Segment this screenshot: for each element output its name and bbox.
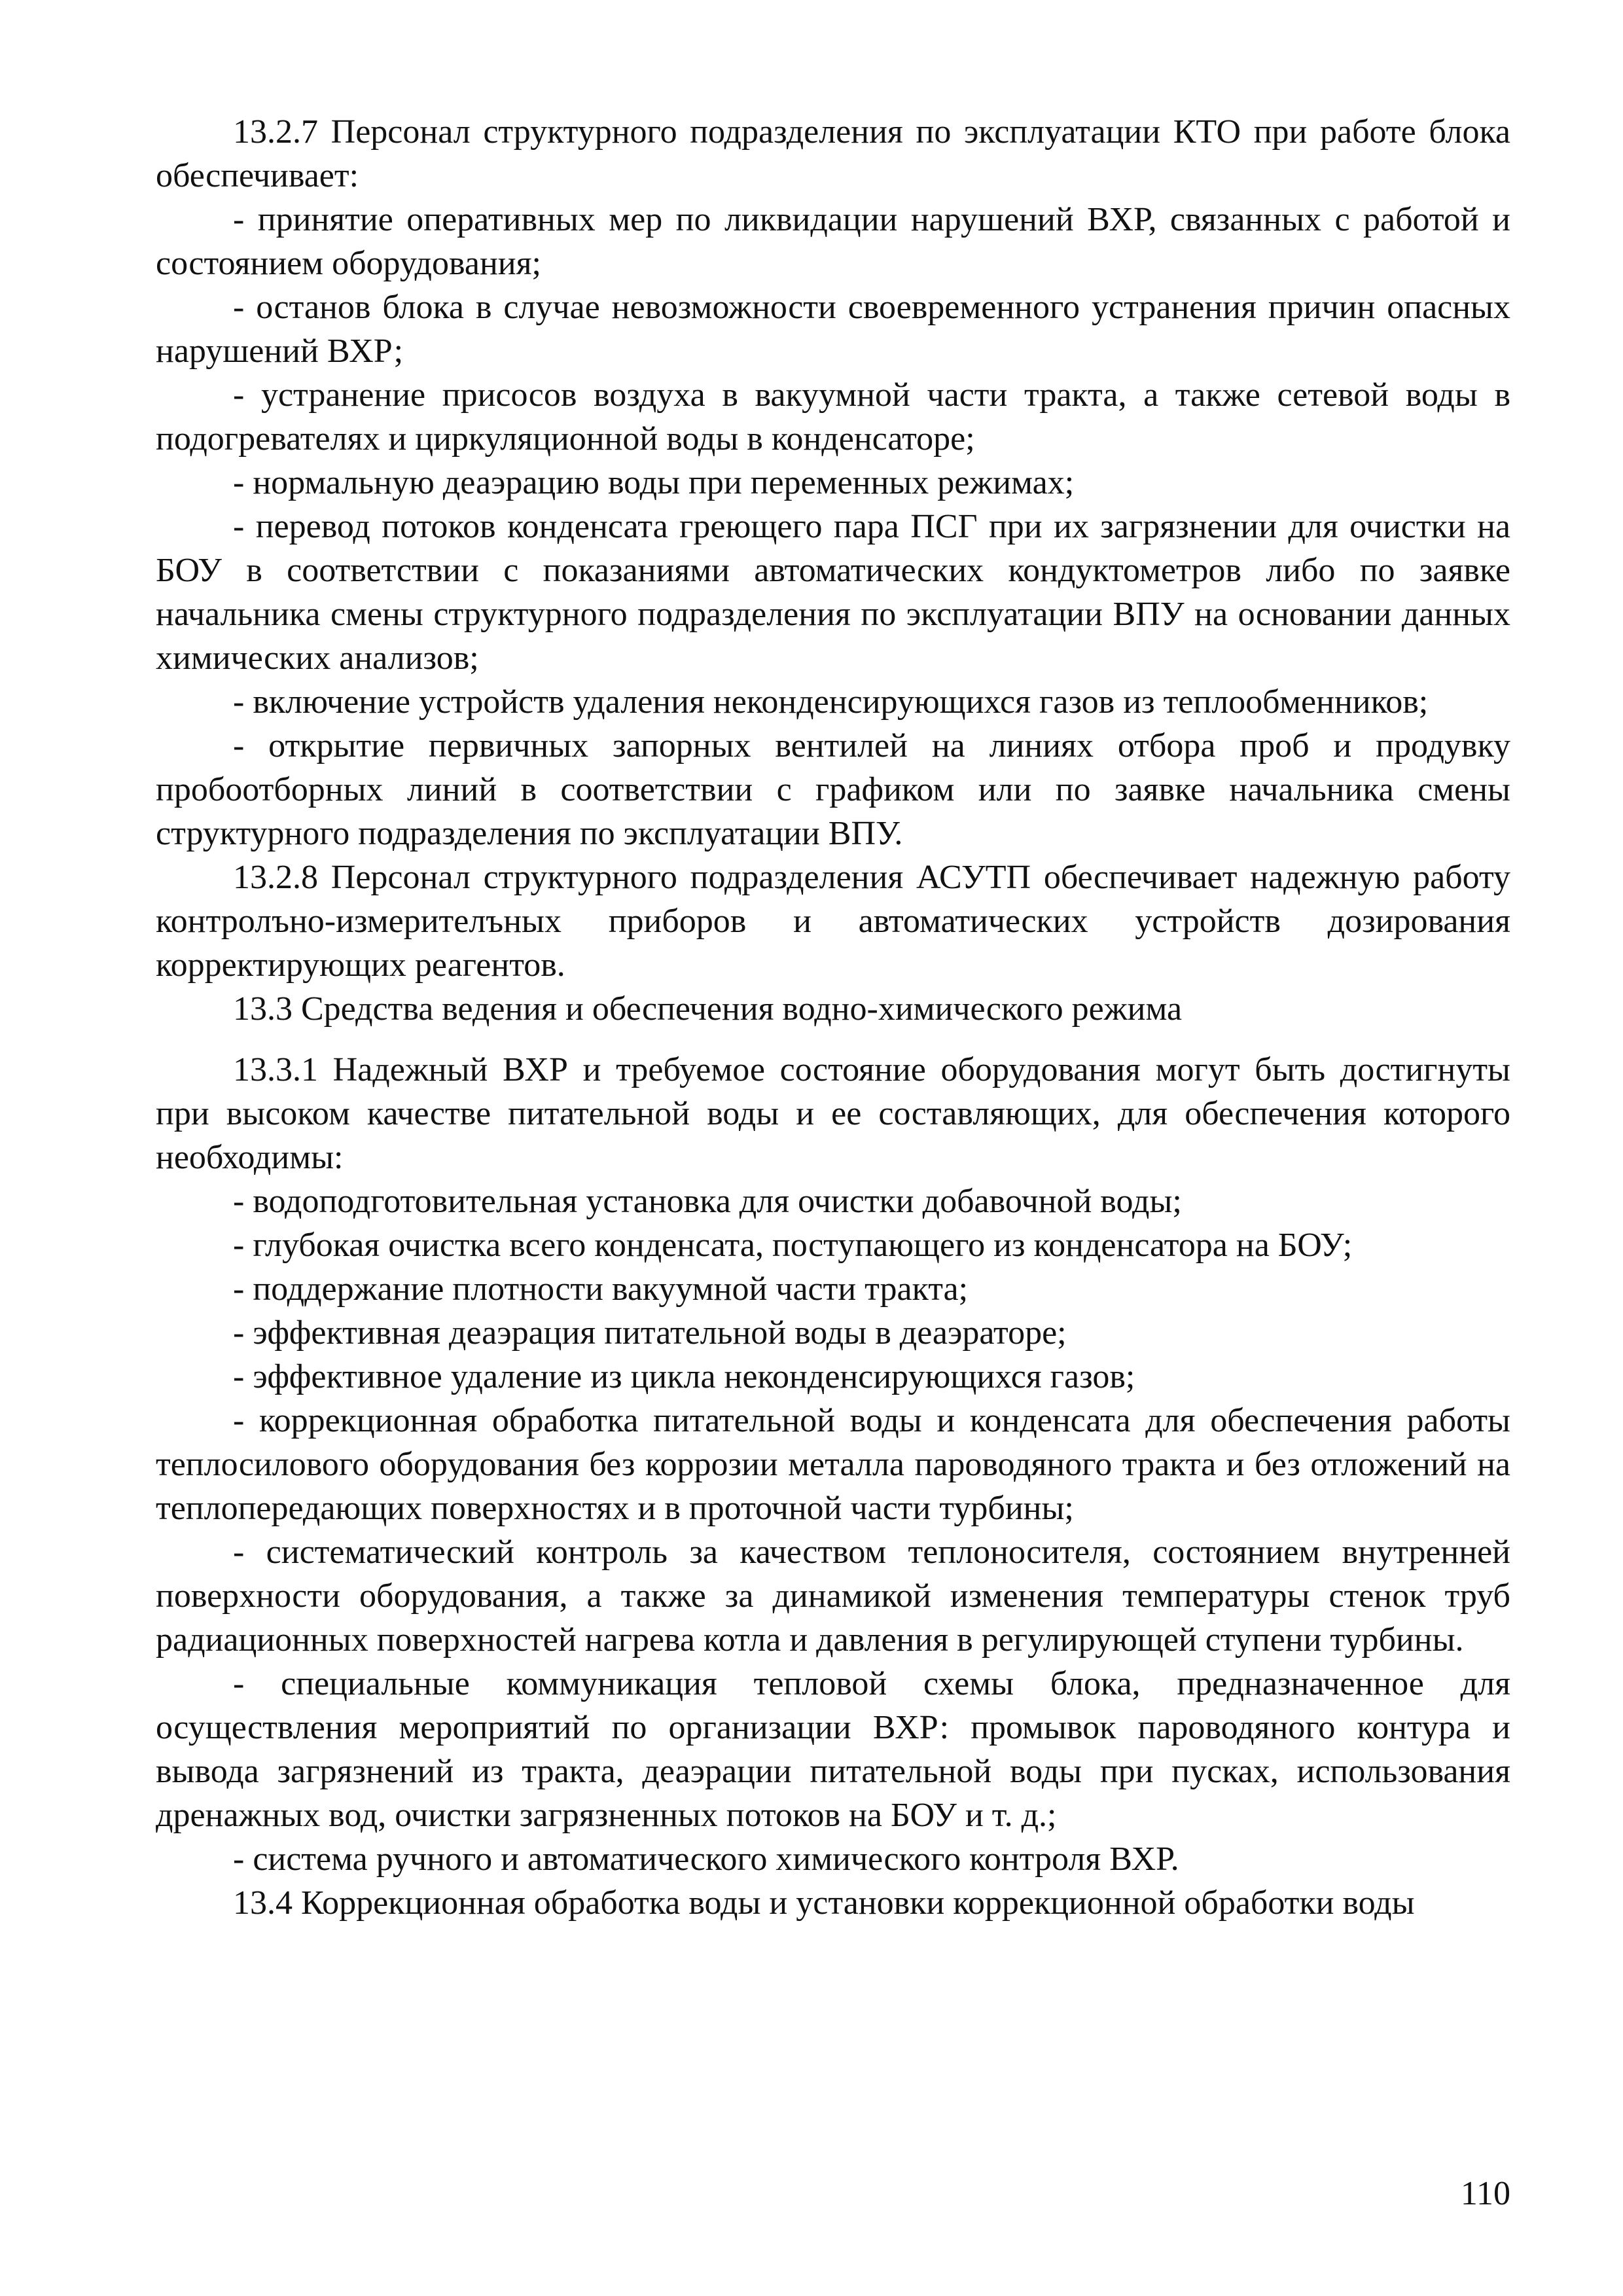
paragraph-13-3-1: 13.3.1 Надежный ВХР и требуемое состояние оборудования могут быть достигнуты при высоком качестве питательной воды и ее составляющих, для обеспечения которого необходимы: xyxy=(156,1051,1510,1176)
list-item: - принятие оперативных мер по ликвидации нарушений ВХР, связанных с работой и состоянием оборудования; xyxy=(156,201,1510,282)
document-page xyxy=(156,110,1510,1925)
list-item: - систематический контроль за качеством теплоносителя, состоянием внутренней поверхности оборудования, а также за динамикой изменения температуры стенок труб радиационных поверхностей нагрева котла и давления в регулирующей ступени турбины. xyxy=(156,1534,1510,1659)
list-item: - останов блока в случае невозможности своевременного устранения причин опасных нарушений ВХР; xyxy=(156,289,1510,370)
page-number: 110 xyxy=(1460,2175,1510,2212)
list-item: - глубокая очистка всего конденсата, поступающего из конденсатора на БОУ; xyxy=(233,1227,1353,1264)
list-item: - устранение присосов воздуха в вакуумной части тракта, а также сетевой воды в подогревателях и циркуляционной воды в конденсаторе; xyxy=(156,376,1510,457)
paragraph-13-2-7: 13.2.7 Персонал структурного подразделения по эксплуатации КТО при работе блока обеспечивает: xyxy=(156,113,1510,194)
list-item: - открытие первичных запорных вентилей на линиях отбора проб и продувку пробоотборных линий в соответствии с графиком или по заявке начальника смены структурного подразделения по эксплуатации ВПУ. xyxy=(156,727,1510,852)
list-item: - специальные коммуникация тепловой схемы блока, предназначенное для осуществления мероприятий по организации ВХР: промывок пароводяного контура и вывода загрязнений из тракта, деаэрации питательной воды при пусках, использования дренажных вод, очистки загрязненных потоков на БОУ и т. д.; xyxy=(156,1665,1510,1834)
list-item: - перевод потоков конденсата греющего пара ПСГ при их загрязнении для очистки на БОУ в соответствии с показаниями автоматических кондуктометров либо по заявке начальника смены структурного подразделения по эксплуатации ВПУ на основании данных химических анализов; xyxy=(156,508,1510,677)
list-item: - система ручного и автоматического химического контроля ВХР. xyxy=(233,1840,1179,1878)
list-item: - включение устройств удаления неконденсирующихся газов из теплообменников; xyxy=(233,683,1429,721)
list-item: - эффективное удаление из цикла неконденсирующихся газов; xyxy=(233,1358,1135,1395)
section-title-13-3: 13.3 Средства ведения и обеспечения водно-химического режима xyxy=(233,990,1183,1028)
list-item: - водоподготовительная установка для очистки добавочной воды; xyxy=(233,1183,1182,1220)
section-title-13-4: 13.4 Коррекционная обработка воды и установки коррекционной обработки воды xyxy=(233,1884,1415,1922)
list-item: - нормальную деаэрацию воды при переменных режимах; xyxy=(233,464,1075,501)
list-item: - коррекционная обработка питательной воды и конденсата для обеспечения работы теплосилового оборудования без коррозии металла пароводяного тракта и без отложений на теплопередающих поверхностях и в проточной части турбины; xyxy=(156,1402,1510,1527)
list-item: - поддержание плотности вакуумной части тракта; xyxy=(233,1270,969,1308)
list-item: - эффективная деаэрация питательной воды в деаэраторе; xyxy=(233,1314,1067,1352)
paragraph-13-2-8: 13.2.8 Персонал структурного подразделения АСУТП обеспечивает надежную работу контролъно-измерителъных приборов и автоматических устройств дозирования корректирующих реагентов. xyxy=(156,859,1510,984)
